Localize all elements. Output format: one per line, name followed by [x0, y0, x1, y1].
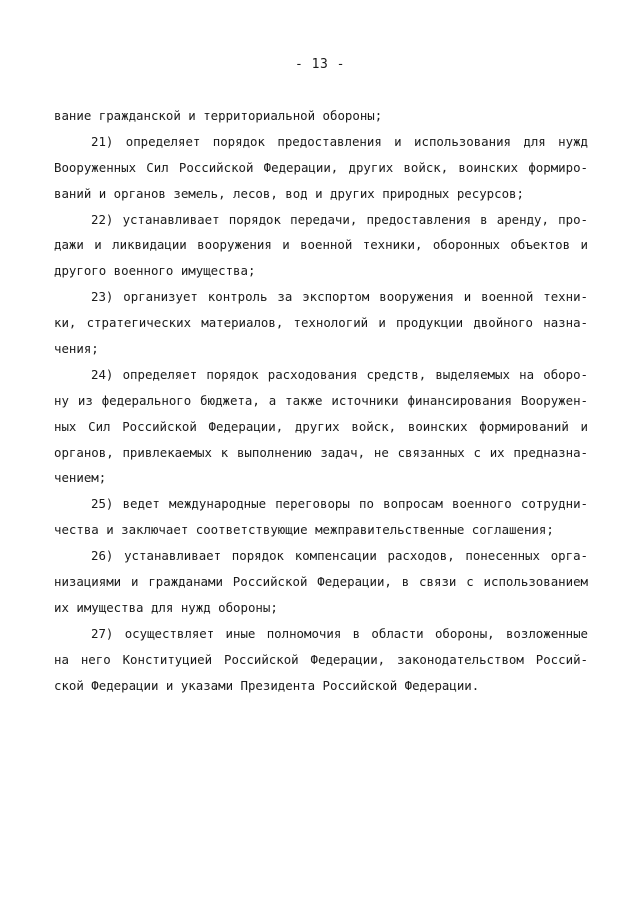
page-number: - 13 -: [295, 57, 345, 72]
text-line: 26) устанавливает порядок компенсации расходов, понесенных орга-: [91, 548, 588, 564]
text-line: чества и заключает соответствующие межправительственные соглашения;: [54, 522, 554, 538]
text-line: другого военного имущества;: [54, 263, 256, 279]
text-line: 24) определяет порядок расходования средств, выделяемых на оборо-: [91, 366, 588, 382]
text-line: ных Сил Российской Федерации, других войск, воинских формирований и: [54, 418, 588, 434]
text-line: низациями и гражданами Российской Федерации, в связи с использованием: [54, 574, 588, 590]
text-line: 25) ведет международные переговоры по вопросам военного сотрудни-: [91, 496, 588, 512]
text-line: ну из федерального бюджета, а также источники финансирования Вооружен-: [54, 392, 588, 408]
text-line: ваний и органов земель, лесов, вод и других природных ресурсов;: [54, 185, 524, 201]
text-line: чением;: [54, 470, 107, 486]
text-line: ской Федерации и указами Президента Российской Федерации.: [54, 677, 480, 693]
text-line: ки, стратегических материалов, технологий и продукции двойного назна-: [54, 315, 588, 331]
text-line: на него Конституцией Российской Федерации, законодательством Россий-: [54, 651, 588, 667]
text-line: дажи и ликвидации вооружения и военной техники, оборонных объектов и: [54, 237, 588, 253]
text-line: органов, привлекаемых к выполнению задач, не связанных с их предназна-: [54, 444, 588, 460]
text-line: вание гражданской и территориальной обороны;: [54, 108, 383, 123]
text-line: 21) определяет порядок предоставления и использования для нужд: [91, 133, 588, 149]
text-line: Вооруженных Сил Российской Федерации, других войск, воинских формиро-: [54, 159, 588, 175]
text-line: 22) устанавливает порядок передачи, предоставления в аренду, про-: [91, 211, 588, 227]
text-line: 23) организует контроль за экспортом вооружения и военной техни-: [91, 289, 588, 305]
body-text: [54, 103, 588, 698]
text-line: их имущества для нужд обороны;: [54, 599, 278, 615]
text-line: 27) осуществляет иные полномочия в области обороны, возложенные: [91, 625, 588, 641]
text-line: чения;: [54, 341, 99, 357]
